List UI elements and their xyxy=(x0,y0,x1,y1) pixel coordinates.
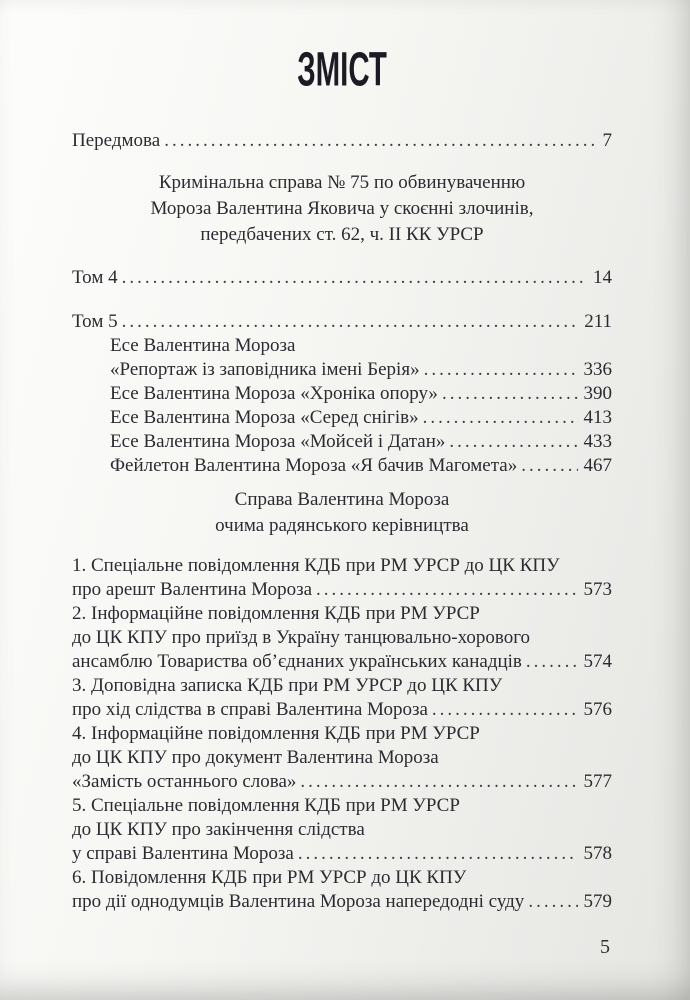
toc-entry-text: Фейлетон Валентина Мороза «Я бачив Магомета» xyxy=(110,455,518,476)
toc-entry-text: Передмова xyxy=(72,130,161,151)
toc-entry-page: 336 xyxy=(583,359,612,380)
toc-entry-page: 433 xyxy=(583,431,612,452)
toc-entry-text: Том 4 xyxy=(72,267,118,288)
dot-leader xyxy=(420,358,578,382)
toc-entry xyxy=(72,770,612,794)
toc-entry-page: 390 xyxy=(583,383,612,404)
toc-entry-page: 574 xyxy=(583,651,612,672)
toc-entry-page: 573 xyxy=(583,579,612,600)
toc-entry-text: у справі Валентина Мороза xyxy=(72,843,294,864)
toc-entry xyxy=(72,129,612,153)
toc-entry-page: 579 xyxy=(583,891,612,912)
toc-text-line: 5. Спеціальне повідомлення КДБ при РМ УРСР xyxy=(72,795,460,816)
toc-text-line: до ЦК КПУ про документ Валентина Мороза xyxy=(72,747,439,768)
toc-entry-page: 413 xyxy=(583,407,612,428)
toc-entry-text: ансамблю Товариства об’єднаних українських канадців xyxy=(72,651,522,672)
toc-text-line: 3. Доповідна записка КДБ при РМ УРСР до ЦК КПУ xyxy=(72,675,503,696)
toc-entry xyxy=(72,578,612,602)
toc-entry-page: 7 xyxy=(602,130,612,151)
dot-leader xyxy=(294,842,578,866)
toc-entry xyxy=(72,310,612,334)
toc-entry-text: про хід слідства в справі Валентина Мороза xyxy=(72,699,428,720)
toc-entry-text: Том 5 xyxy=(72,311,118,332)
toc-list xyxy=(72,129,612,914)
page-title-text: ЗМІСТ xyxy=(297,41,387,96)
toc-text-line: 1. Спеціальне повідомлення КДБ при РМ УРСР до ЦК КПУ xyxy=(72,555,560,576)
toc-entry-page: 211 xyxy=(584,311,612,332)
page-title xyxy=(72,41,612,96)
toc-section-heading-line: Справа Валентина Мороза xyxy=(234,489,450,510)
dot-leader xyxy=(428,698,578,722)
dot-leader xyxy=(118,310,579,334)
toc-entry xyxy=(72,890,612,914)
toc-section-heading-line: Кримінальна справа № 75 по обвинуваченню xyxy=(158,172,526,193)
toc-entry xyxy=(72,406,612,430)
toc-entry xyxy=(72,650,612,674)
toc-section-heading-line: очима радянського керівництва xyxy=(215,515,469,536)
toc-entry-text: Есе Валентина Мороза «Хроніка опору» xyxy=(110,383,438,404)
toc-entry-page: 578 xyxy=(583,843,612,864)
toc-entry xyxy=(72,382,612,406)
toc-text-line: до ЦК КПУ про приїзд в Україну танцювально-хорового xyxy=(72,627,531,648)
toc-entry xyxy=(72,454,612,478)
dot-leader xyxy=(522,650,578,674)
toc-entry-text: про арешт Валентина Мороза xyxy=(72,579,313,600)
toc-entry xyxy=(72,358,612,382)
toc-text-line: Есе Валентина Мороза xyxy=(110,335,296,356)
toc-entry-page: 467 xyxy=(583,455,612,476)
toc-entry-page: 14 xyxy=(593,267,612,288)
toc-entry xyxy=(72,698,612,722)
toc-entry-text: Есе Валентина Мороза «Серед снігів» xyxy=(110,407,419,428)
dot-leader xyxy=(524,890,577,914)
toc-entry xyxy=(72,842,612,866)
toc-entry-text: Есе Валентина Мороза «Мойсей і Датан» xyxy=(110,431,446,452)
toc-section-heading-line: Мороза Валентина Яковича у скоєнні злочинів, xyxy=(150,198,534,219)
toc-entry-text: про дії однодумців Валентина Мороза напередодні суду xyxy=(72,891,525,912)
dot-leader xyxy=(517,454,577,478)
toc-entry-page: 577 xyxy=(583,771,612,792)
page-number: 5 xyxy=(600,936,610,958)
toc-entry-text: «Репортаж із заповідника імені Берія» xyxy=(110,359,420,380)
toc-text-line: до ЦК КПУ про закінчення слідства xyxy=(72,819,365,840)
toc-section-heading-line: передбачених ст. 62, ч. II КК УРСР xyxy=(200,224,484,245)
toc-entry xyxy=(72,266,612,290)
toc-entry xyxy=(72,430,612,454)
toc-text-line: 4. Інформаційне повідомлення КДБ при РМ УРСР xyxy=(72,723,480,744)
toc-entry-page: 576 xyxy=(583,699,612,720)
toc-entry-text: «Замість останнього слова» xyxy=(72,771,297,792)
dot-leader xyxy=(296,770,577,794)
dot-leader xyxy=(312,578,577,602)
dot-leader xyxy=(118,266,587,290)
toc-text-line: 2. Інформаційне повідомлення КДБ при РМ УРСР xyxy=(72,603,480,624)
toc-text-line: 6. Повідомлення КДБ при РМ УРСР до ЦК КПУ xyxy=(72,867,467,888)
dot-leader xyxy=(160,129,596,153)
dot-leader xyxy=(419,406,578,430)
dot-leader xyxy=(438,382,578,406)
dot-leader xyxy=(445,430,577,454)
